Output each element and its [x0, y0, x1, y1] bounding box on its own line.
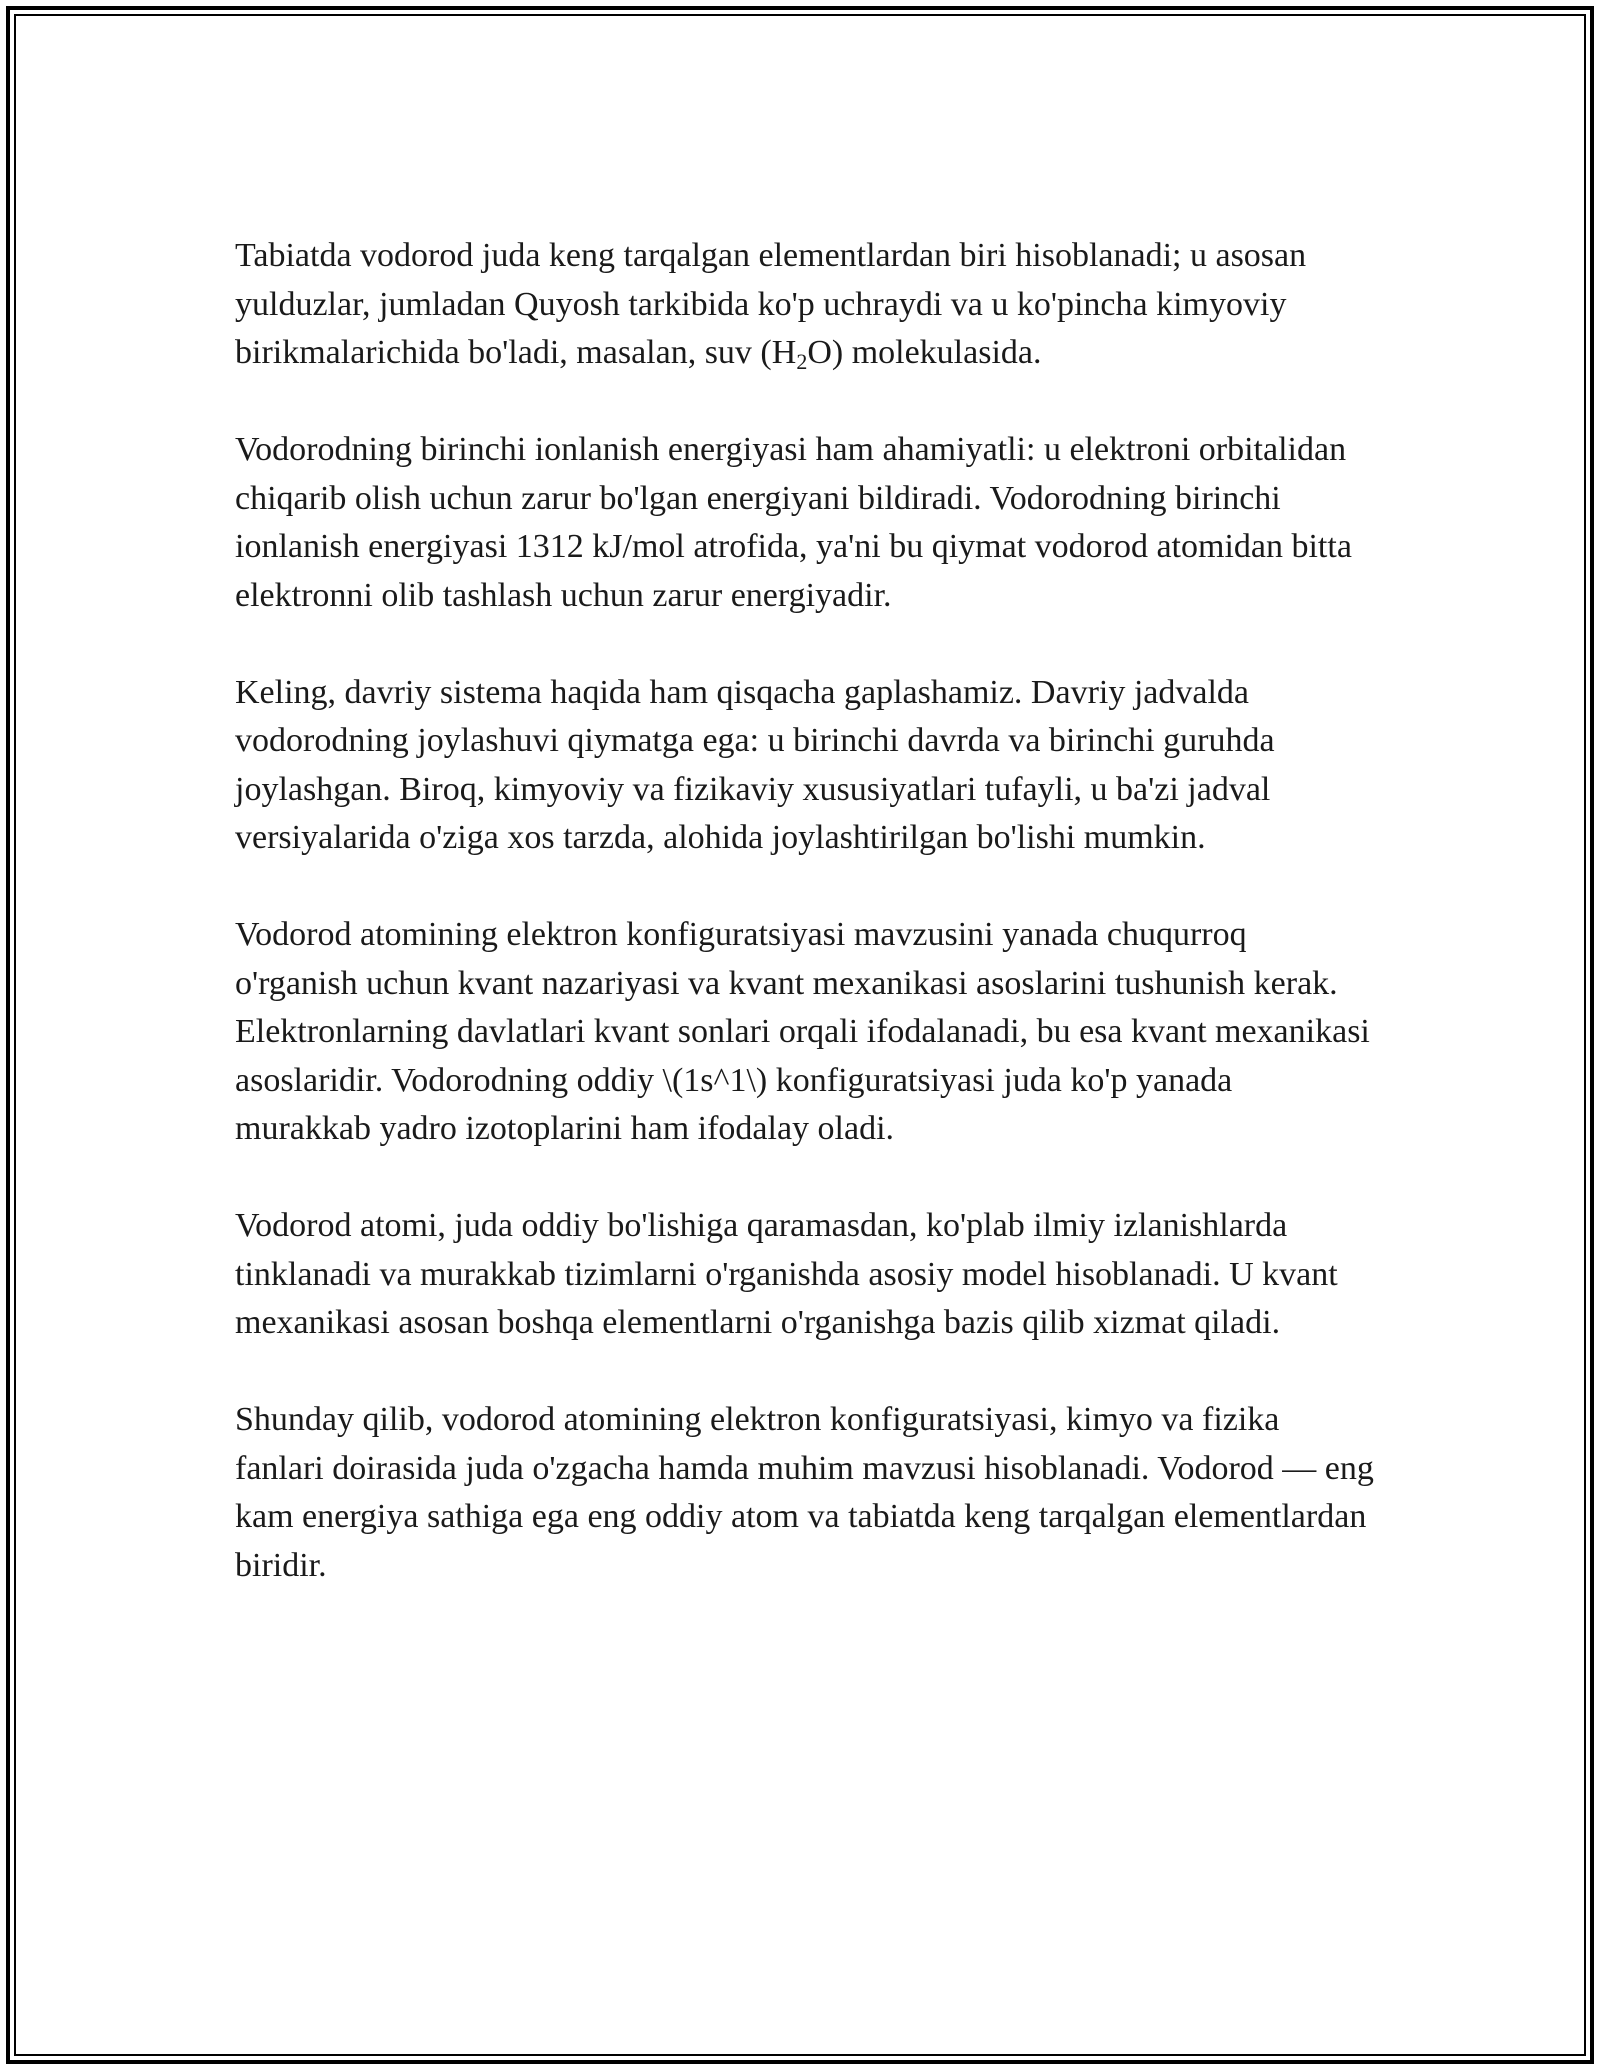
paragraph-2: Vodorodning birinchi ionlanish energiyasi ham ahamiyatli: u elektroni orbitalidan chiqarib olish uchun zarur bo'lgan energiyani bildiradi. Vodorodning birinchi ionlanish energiyasi 1312 kJ/mol atrofida, ya'ni bu qiymat vodorod atomidan bitta elektronni olib tashlash uchun zarur energiyadir. — [235, 431, 1352, 614]
subscript-2: 2 — [796, 349, 808, 374]
paragraph-5: Vodorod atomi, juda oddiy bo'lishiga qaramasdan, ko'plab ilmiy izlanishlarda tinklanadi va murakkab tizimlarni o'rganishda asosiy model hisoblanadi. U kvant mexanikasi asosan boshqa elementlarni o'rganishga bazis qilib xizmat qiladi. — [235, 1207, 1338, 1341]
paragraph-3: Keling, davriy sistema haqida ham qisqacha gaplashamiz. Davriy jadvalda vodorodning joylashuvi qiymatga ega: u birinchi davrda va birinchi guruhda joylashgan. Biroq, kimyoviy va fizikaviy xususiyatlari tufayli, u ba'zi jadval versiyalarida o'ziga xos tarzda, alohida joylashtirilgan bo'lishi mumkin. — [235, 673, 1275, 856]
paragraph-6: Shunday qilib, vodorod atomining elektron konfiguratsiyasi, kimyo va fizika fanlari doirasida juda o'zgacha hamda muhim mavzusi hisoblanadi. Vodorod — eng kam energiya sathiga ega eng oddiy atom va tabiatda keng tarqalgan elementlardan biridir. — [235, 1401, 1374, 1584]
paragraph-1-text-b: O) molekulasida. — [807, 334, 1042, 371]
paragraph-1 — [235, 232, 1375, 378]
paragraph-1-text-a: Tabiatda vodorod juda keng tarqalgan elementlardan biri hisoblanadi; u asosan yulduzlar, jumladan Quyosh tarkibida ko'p uchraydi va u ko'pincha kimyoviy birikmalarichida bo'ladi, masalan, suv (H — [235, 237, 1307, 371]
document-body — [235, 232, 1375, 1639]
paragraph-4: Vodorod atomining elektron konfiguratsiyasi mavzusini yanada chuqurroq o'rganish uchun kvant nazariyasi va kvant mexanikasi asoslarini tushunish kerak. Elektronlarning davlatlari kvant sonlari orqali ifodalanadi, bu esa kvant mexanikasi asoslaridir. Vodorodning oddiy \(1s^1\) konfiguratsiyasi juda ko'p yanada murakkab yadro izotoplarini ham ifodalay oladi. — [235, 916, 1370, 1147]
